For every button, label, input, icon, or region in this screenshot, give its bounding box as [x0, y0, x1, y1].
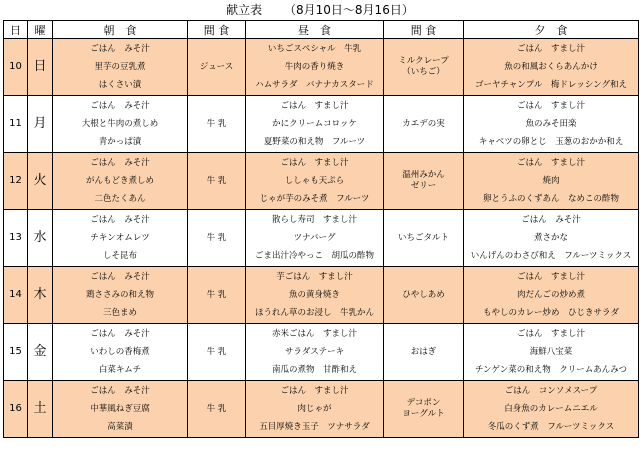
lunch-cell [246, 39, 384, 96]
lunch-cell-line: 魚の黄身焼き [288, 290, 340, 300]
dinner-cell-line: キャベツの卵とじ 玉葱のおかか和え [478, 137, 624, 147]
dinner-cell-line: ごはん すまし汁 [516, 158, 585, 168]
snack-2-cell [384, 210, 464, 267]
day-cell: 11 [4, 96, 28, 153]
snack-2-cell-line: （いちご） [402, 67, 445, 77]
dinner-cell [464, 324, 639, 381]
dinner-cell-line: 肉だんごの炒め煮 [516, 290, 585, 300]
breakfast-cell-line: 青かっぱ漬 [98, 137, 142, 147]
day-cell: 12 [4, 153, 28, 210]
lunch-cell-line: ほうれん草のお浸し 牛乳かん [254, 308, 374, 318]
lunch-cell-line: 南瓜の煮物 甘酢和え [271, 365, 357, 375]
breakfast-cell-line: チキンオムレツ [90, 233, 150, 243]
dinner-cell-line: チンゲン菜の和え物 クリームあんみつ [474, 365, 628, 375]
table-row [4, 381, 639, 438]
breakfast-cell-line: ごはん みそ汁 [90, 272, 150, 282]
snack-2-cell-line: デコポン [406, 398, 441, 408]
lunch-cell-line: かにクリームコロッケ [272, 119, 357, 129]
dinner-cell-line: もやしのカレー炒め ひじきサラダ [483, 308, 619, 318]
dinner-cell-line: 卵とうふのくずあん なめこの酢物 [482, 194, 619, 204]
breakfast-cell-line: 大根と牛肉の煮しめ [81, 119, 159, 129]
breakfast-cell-line: ごはん みそ汁 [90, 215, 150, 225]
weekday-cell: 土 [28, 381, 53, 438]
snack-1-cell-line: 牛 乳 [206, 119, 227, 129]
breakfast-cell-line: ごはん みそ汁 [90, 386, 150, 396]
day-cell: 15 [4, 324, 28, 381]
lunch-cell-line: ごはん すまし汁 [280, 101, 349, 111]
table-row [4, 267, 639, 324]
lunch-cell-line: 肉じゃが [297, 404, 332, 414]
lunch-cell-line: じゃが芋のみそ煮 フルーツ [259, 194, 370, 204]
snack-2-cell-line: ヨーグルト [402, 409, 445, 419]
breakfast-cell-line: いわしの香梅煮 [90, 347, 150, 357]
snack-2-cell-line: ミルクレープ [398, 56, 449, 66]
breakfast-cell [53, 39, 188, 96]
snack-1-cell-line: 牛 乳 [206, 290, 227, 300]
snack-1-cell-line: 牛 乳 [206, 176, 227, 186]
breakfast-cell-line: 白菜キムチ [98, 365, 142, 375]
day-cell: 16 [4, 381, 28, 438]
dinner-cell [464, 39, 639, 96]
breakfast-cell-line: ごはん みそ汁 [90, 44, 150, 54]
header-dow: 曜 [28, 21, 53, 39]
breakfast-cell-line: ごはん みそ汁 [90, 329, 150, 339]
breakfast-cell-line: はくさい漬 [98, 80, 142, 90]
lunch-cell [246, 96, 384, 153]
lunch-cell-line: 赤米ごはん すまし汁 [271, 329, 357, 339]
dinner-cell-line: ごはん すまし汁 [516, 44, 585, 54]
breakfast-cell-line: がんもどき煮しめ [85, 176, 154, 186]
lunch-cell-line: 芋ごはん すまし汁 [276, 272, 353, 282]
page-title [0, 0, 640, 20]
dinner-cell [464, 381, 639, 438]
snack-2-cell-line: ひやしあめ [402, 289, 445, 300]
header-lunch: 昼 食 [246, 21, 384, 39]
lunch-cell [246, 381, 384, 438]
snack-2-cell-line: カエデの実 [402, 118, 445, 129]
lunch-cell [246, 153, 384, 210]
dinner-cell-line: ごはん みそ汁 [521, 215, 581, 225]
lunch-cell-line: ごはん すまし汁 [280, 386, 349, 396]
header-breakfast: 朝 食 [53, 21, 188, 39]
breakfast-cell-line: 高菜漬 [107, 422, 133, 432]
breakfast-cell-line: しそ昆布 [102, 251, 137, 261]
breakfast-cell [53, 381, 188, 438]
dinner-cell-line: 白身魚のカレームニエル [504, 404, 598, 414]
header-snack-2: 間 食 [384, 21, 464, 39]
snack-2-cell-line: 温州みかん [402, 170, 445, 180]
menu-table [3, 20, 639, 438]
lunch-cell-line: ハムサラダ バナナカスタード [255, 80, 374, 90]
snack-2-cell [384, 39, 464, 96]
snack-1-cell-line: 牛 乳 [206, 233, 227, 243]
day-cell: 13 [4, 210, 28, 267]
dinner-cell-line: ごはん コンソメスープ [504, 386, 598, 396]
snack-2-cell [384, 96, 464, 153]
breakfast-cell-line: 三色まめ [102, 308, 137, 318]
lunch-cell [246, 267, 384, 324]
snack-1-cell [188, 210, 246, 267]
dinner-cell-line: ごはん すまし汁 [516, 272, 585, 282]
table-row [4, 39, 639, 96]
dinner-cell [464, 153, 639, 210]
snack-2-cell [384, 324, 464, 381]
day-cell: 10 [4, 39, 28, 96]
header-dinner: 夕 食 [464, 21, 639, 39]
dinner-cell-line: ごはん すまし汁 [516, 101, 585, 111]
menu-period: （8月10日〜8月16日） [284, 3, 414, 17]
breakfast-cell [53, 210, 188, 267]
lunch-cell-line: 牛肉の香り焼き [284, 62, 345, 72]
table-row [4, 210, 639, 267]
dinner-cell-line: 煮さかな [533, 233, 568, 243]
snack-1-cell [188, 153, 246, 210]
weekday-cell: 火 [28, 153, 53, 210]
breakfast-cell [53, 96, 188, 153]
dinner-cell [464, 96, 639, 153]
breakfast-cell-line: 二色たくあん [94, 194, 146, 204]
weekday-cell: 水 [28, 210, 53, 267]
snack-1-cell-line: 牛 乳 [206, 404, 227, 414]
snack-2-cell-line: いちごタルト [397, 232, 449, 243]
weekday-cell: 日 [28, 39, 53, 96]
dinner-cell-line: 冬瓜のくず煮 フルーツミックス [487, 422, 615, 432]
lunch-cell-line: 夏野菜の和え物 フルーツ [263, 137, 366, 147]
lunch-cell-line: いちごスペシャル 牛乳 [267, 44, 362, 54]
breakfast-cell [53, 267, 188, 324]
table-row [4, 324, 639, 381]
lunch-cell-line: ツナバーグ [293, 233, 336, 243]
lunch-cell-line: サラダステーキ [284, 347, 345, 357]
snack-1-cell [188, 381, 246, 438]
breakfast-cell-line: 里芋の豆乳煮 [94, 62, 146, 72]
dinner-cell-line: 魚のみそ田楽 [525, 119, 577, 129]
lunch-cell [246, 324, 384, 381]
snack-1-cell [188, 96, 246, 153]
dinner-cell-line: ゴーヤチャンプル 梅ドレッシング和え [475, 80, 627, 90]
dinner-cell [464, 267, 639, 324]
snack-2-cell [384, 267, 464, 324]
breakfast-cell-line: ごはん みそ汁 [90, 101, 150, 111]
dinner-cell-line: 焼肉 [542, 176, 560, 186]
breakfast-cell [53, 324, 188, 381]
snack-1-cell-line: 牛 乳 [206, 347, 227, 357]
lunch-cell-line: ごま出汁冷やっこ 胡瓜の酢物 [254, 251, 374, 261]
dinner-cell-line: いんげんのわさび和え フルーツミックス [470, 251, 632, 261]
snack-1-cell [188, 324, 246, 381]
breakfast-cell-line: ごはん みそ汁 [90, 158, 150, 168]
lunch-cell-line: 散らし寿司 すまし汁 [271, 215, 357, 225]
dinner-cell-line: ごはん すまし汁 [516, 329, 585, 339]
header-row [4, 21, 639, 39]
lunch-cell-line: ごはん すまし汁 [280, 158, 349, 168]
menu-title: 献立表 [226, 3, 263, 17]
lunch-cell [246, 210, 384, 267]
dinner-cell [464, 210, 639, 267]
weekday-cell: 金 [28, 324, 53, 381]
snack-1-cell [188, 267, 246, 324]
dinner-cell-line: 魚の和風おくらあんかけ [504, 62, 598, 72]
header-snack-1: 間 食 [188, 21, 246, 39]
lunch-cell-line: ししゃも天ぷら [284, 176, 345, 186]
header-day: 日 [4, 21, 28, 39]
weekday-cell: 木 [28, 267, 53, 324]
snack-2-cell-line: おはぎ [410, 346, 437, 357]
lunch-cell-line: 五目厚焼き玉子 ツナサラダ [259, 422, 370, 432]
weekday-cell: 月 [28, 96, 53, 153]
breakfast-cell-line: 中華風ねぎ豆腐 [90, 404, 150, 414]
table-row [4, 153, 639, 210]
dinner-cell-line: 海鮮八宝菜 [529, 347, 573, 357]
menu-body [4, 39, 639, 438]
snack-2-cell [384, 381, 464, 438]
breakfast-cell-line: 鶏ささみの和え物 [85, 290, 154, 300]
snack-1-cell [188, 39, 246, 96]
day-cell: 14 [4, 267, 28, 324]
table-row [4, 96, 639, 153]
snack-1-cell-line: ジュース [199, 62, 234, 72]
snack-2-cell-line: ゼリー [410, 181, 437, 191]
snack-2-cell [384, 153, 464, 210]
breakfast-cell [53, 153, 188, 210]
